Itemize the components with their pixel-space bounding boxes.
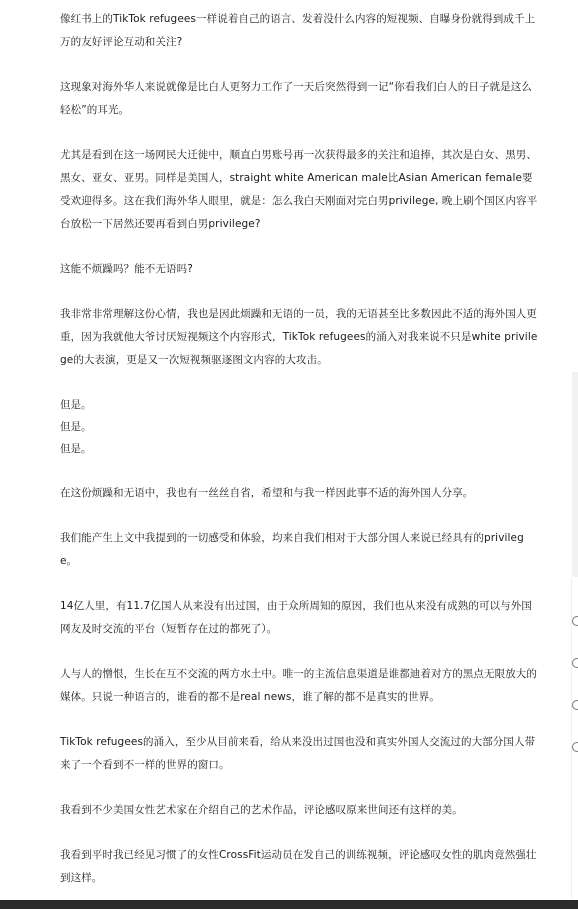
paragraph: 这能不烦躁吗？能不无语吗?: [60, 263, 193, 275]
settings-icon[interactable]: [572, 742, 578, 752]
paragraph: 我非常非常理解这份心情，我也是因此烦躁和无语的一员，我的无语甚至比多数因此不适的海外国人更重，因为我就他大爷讨厌短视频这个内容形式，TikTok refugees的涌入对我来说不只是white privilege的大表演，更是又一次短视频驱逐图文内容的大攻击。: [60, 308, 538, 366]
but-line: 但是。: [60, 399, 92, 411]
article-body: [60, 8, 538, 909]
paragraph: 在这份烦躁和无语中，我也有一丝丝自省，希望和与我一样因此事不适的海外国人分享。: [60, 487, 474, 499]
comment-icon[interactable]: [572, 616, 578, 626]
scrollbar-track[interactable]: [572, 372, 578, 577]
paragraph: 我看到不少美国女性艺术家在介绍自己的艺术作品，评论感叹原来世间还有这样的美。: [60, 804, 463, 816]
bottom-bar: [0, 900, 578, 909]
paragraph: 像红书上的TikTok refugees一样说着自己的语言、发着没什么内容的短视频、自曝身份就得到成千上万的友好评论互动和关注?: [60, 13, 536, 48]
paragraph: 人与人的憎恨，生长在互不交流的两方水土中。唯一的主流信息渠道是谁都迪着对方的黑点无限放大的媒体。只说一种语言的，谁看的都不是real news，谁了解的都不是真实的世界。: [60, 668, 537, 703]
share-icon[interactable]: [572, 658, 578, 668]
paragraph: 我们能产生上文中我提到的一切感受和体验，均来自我们相对于大部分国人来说已经具有的privilege。: [60, 532, 524, 567]
but-line: 但是。: [60, 443, 92, 455]
paragraph: 我看到平时我已经见习惯了的女性CrossFit运动员在发自己的训练视频，评论感叹女性的肌肉竟然强壮到这样。: [60, 849, 537, 884]
star-icon[interactable]: [572, 700, 578, 710]
but-line: 但是。: [60, 421, 92, 433]
paragraph: 这现象对海外华人来说就像是比白人更努力工作了一天后突然得到一记“你看我们白人的日子就是这么轻松”的耳光。: [60, 81, 532, 116]
paragraph: TikTok refugees的涌入，至少从目前来看，给从来没出过国也没和真实外国人交流过的大部分国人带来了一个看到不一样的世界的窗口。: [60, 736, 536, 771]
paragraph: 14亿人里，有11.7亿国人从来没有出过国，由于众所周知的原因，我们也从来没有成熟的可以与外国网友及时交流的平台（短暂存在过的都死了）。: [60, 600, 532, 635]
side-toolbar: [571, 578, 578, 898]
paragraph: 尤其是看到在这一场网民大迁徙中，顺直白男账号再一次获得最多的关注和追捧，其次是白女、黑男、黑女、亚女、亚男。同样是美国人，straight white American male比Asian American female要受欢迎得多。这在我们海外华人眼里，就是：怎么我白天刚面对完白男privilege, 晚上刷个国区内容平台放松一下居然还要再看到白男privilege?: [60, 149, 538, 230]
but-lines: [60, 394, 538, 460]
